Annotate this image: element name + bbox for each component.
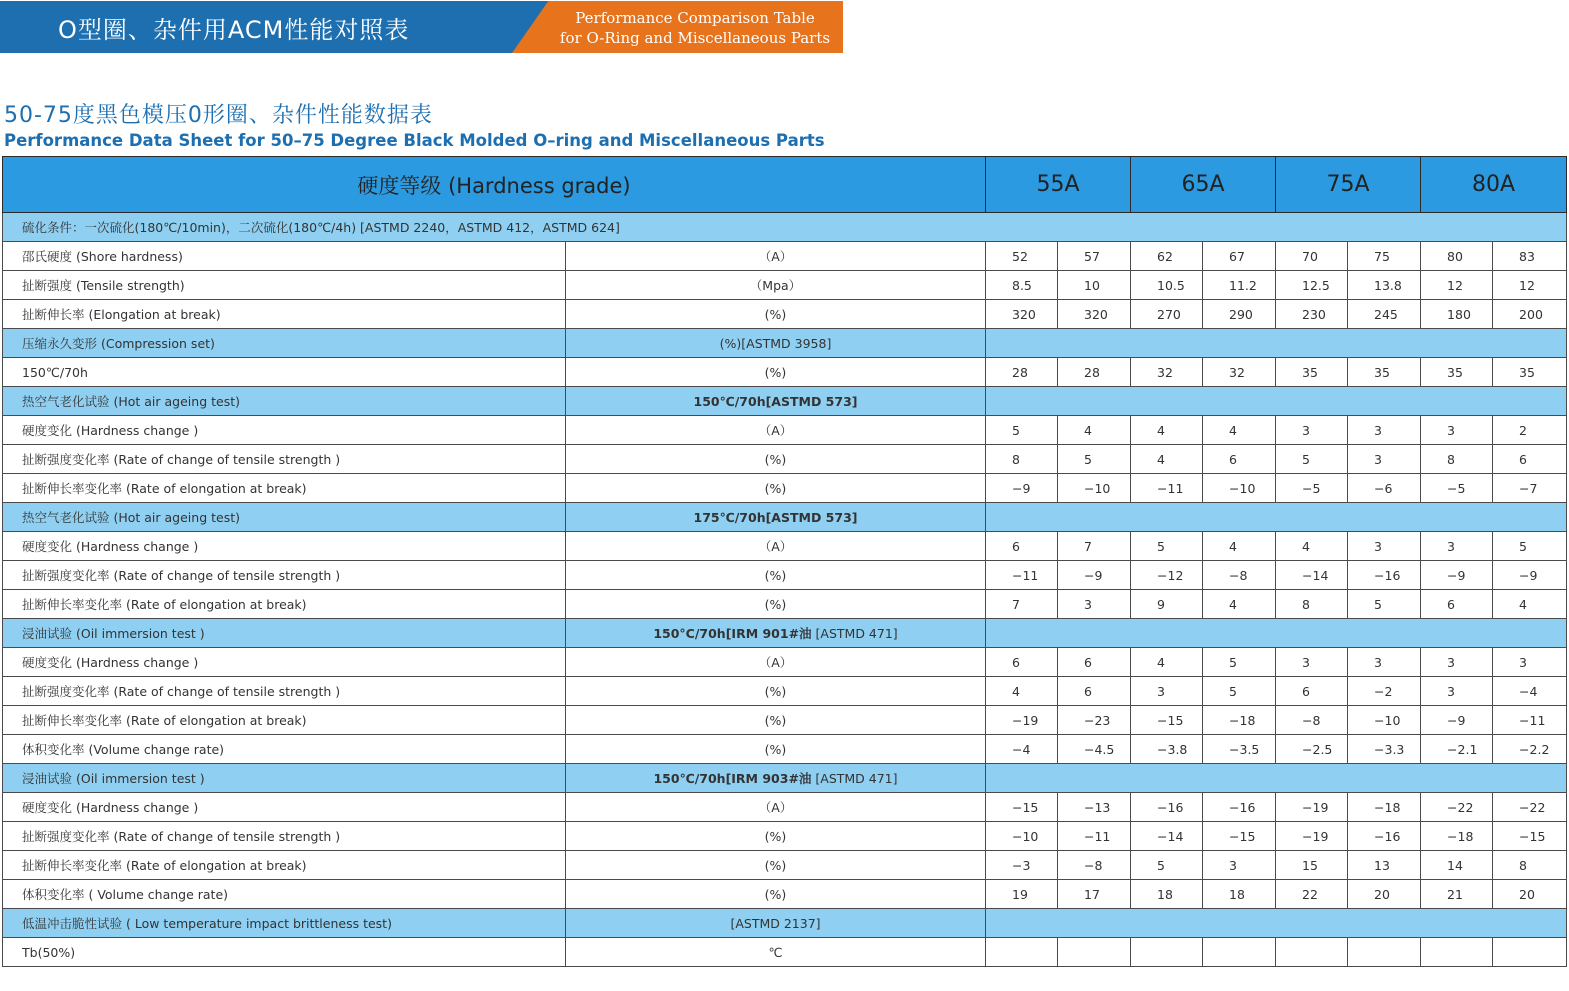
value-cell: −16 (1348, 561, 1421, 590)
value-cell: −9 (1421, 561, 1493, 590)
value-cell: 4 (986, 677, 1058, 706)
hot-air-175-row (3, 561, 1567, 590)
shore-hardness-row (3, 242, 1567, 271)
oil-901-row (3, 735, 1567, 764)
value-cell: −8 (1203, 561, 1276, 590)
value-cell (1058, 938, 1131, 967)
section-condition: (%)[ASTMD 3958] (566, 329, 986, 358)
value-cell: −4 (1493, 677, 1567, 706)
value-cell: −3.8 (1131, 735, 1203, 764)
value-cell: 12 (1493, 271, 1567, 300)
row-unit: (%) (566, 590, 986, 619)
grade-55a: 55A (986, 157, 1131, 213)
value-cell: 320 (986, 300, 1058, 329)
row-label: 扯断伸长率 (Elongation at break) (3, 300, 566, 329)
value-cell: 12 (1421, 271, 1493, 300)
section-label: 浸油试验 (Oil immersion test ) (3, 619, 566, 648)
value-cell: 3 (1276, 648, 1348, 677)
value-cell: −3.5 (1203, 735, 1276, 764)
row-label: 体积变化率 (Volume change rate) (3, 735, 566, 764)
value-cell: 4 (1131, 445, 1203, 474)
row-label: 扯断伸长率变化率 (Rate of elongation at break) (3, 474, 566, 503)
value-cell: −14 (1131, 822, 1203, 851)
value-cell: −19 (1276, 793, 1348, 822)
compression-set-row (3, 358, 1567, 387)
header-banner (0, 0, 1569, 60)
value-cell: 180 (1421, 300, 1493, 329)
oil-903-row (3, 880, 1567, 909)
value-cell: −9 (1421, 706, 1493, 735)
value-cell: 18 (1203, 880, 1276, 909)
value-cell: −4.5 (1058, 735, 1131, 764)
section-blank (986, 503, 1567, 532)
value-cell: 3 (1131, 677, 1203, 706)
row-label: 硬度变化 (Hardness change ) (3, 532, 566, 561)
value-cell: 8 (1493, 851, 1567, 880)
row-label: 扯断强度变化率 (Rate of change of tensile strength ) (3, 561, 566, 590)
value-cell: −16 (1348, 822, 1421, 851)
hot-air-175-row (3, 590, 1567, 619)
value-cell: −16 (1203, 793, 1276, 822)
value-cell: 6 (986, 648, 1058, 677)
row-label: 扯断强度变化率 (Rate of change of tensile strength ) (3, 822, 566, 851)
value-cell: 70 (1276, 242, 1348, 271)
value-cell: 245 (1348, 300, 1421, 329)
section-condition: 175℃/70h[ASTMD 573] (566, 503, 986, 532)
condition-main: 150℃/70h[IRM 903#油 (653, 771, 812, 786)
value-cell: −18 (1203, 706, 1276, 735)
value-cell: 57 (1058, 242, 1131, 271)
value-cell: −15 (1493, 822, 1567, 851)
row-unit: （A） (566, 416, 986, 445)
value-cell: 21 (1421, 880, 1493, 909)
vulcanization-row (3, 213, 1567, 242)
oil-901-section (3, 619, 1567, 648)
section-label: 热空气老化试验 (Hot air ageing test) (3, 387, 566, 416)
value-cell: 3 (1348, 445, 1421, 474)
row-unit: （A） (566, 793, 986, 822)
oil-903-row (3, 822, 1567, 851)
row-unit: (%) (566, 474, 986, 503)
value-cell: −10 (1058, 474, 1131, 503)
row-unit: (%) (566, 880, 986, 909)
value-cell: 11.2 (1203, 271, 1276, 300)
value-cell: −2.5 (1276, 735, 1348, 764)
row-unit: (%) (566, 735, 986, 764)
value-cell: 9 (1131, 590, 1203, 619)
table-body (3, 157, 1567, 967)
condition-standard: [ASTMD 471] (811, 626, 898, 641)
section-blank (986, 619, 1567, 648)
value-cell: 290 (1203, 300, 1276, 329)
oil-903-section (3, 764, 1567, 793)
value-cell: 4 (1058, 416, 1131, 445)
value-cell: 5 (1203, 648, 1276, 677)
row-label: 150℃/70h (3, 358, 566, 387)
value-cell: −2.2 (1493, 735, 1567, 764)
value-cell: 75 (1348, 242, 1421, 271)
value-cell: −15 (1131, 706, 1203, 735)
value-cell (1493, 938, 1567, 967)
row-unit: (%) (566, 300, 986, 329)
value-cell: 8 (1421, 445, 1493, 474)
section-blank (986, 387, 1567, 416)
hot-air-150-row (3, 474, 1567, 503)
english-title (535, 8, 855, 48)
value-cell: −9 (1058, 561, 1131, 590)
section-label: 热空气老化试验 (Hot air ageing test) (3, 503, 566, 532)
vulcanization-conditions: 硫化条件：一次硫化(180℃/10min)，二次硫化(180℃/4h) [ASTMD 2240，ASTMD 412，ASTMD 624] (3, 213, 1567, 242)
section-title-cn: 50-75度黑色模压0形圈、杂件性能数据表 (4, 103, 433, 128)
value-cell: −9 (986, 474, 1058, 503)
value-cell: 5 (1348, 590, 1421, 619)
section-condition: 150℃/70h[ASTMD 573] (566, 387, 986, 416)
value-cell: 8 (986, 445, 1058, 474)
value-cell: 6 (1203, 445, 1276, 474)
value-cell: −22 (1421, 793, 1493, 822)
value-cell: 5 (1131, 532, 1203, 561)
value-cell: 35 (1348, 358, 1421, 387)
value-cell: 3 (1203, 851, 1276, 880)
value-cell: −11 (1493, 706, 1567, 735)
value-cell: 15 (1276, 851, 1348, 880)
row-label: 硬度变化 (Hardness change ) (3, 793, 566, 822)
value-cell (1203, 938, 1276, 967)
section-blank (986, 329, 1567, 358)
value-cell: 5 (1131, 851, 1203, 880)
value-cell: −15 (986, 793, 1058, 822)
row-label: 扯断伸长率变化率 (Rate of elongation at break) (3, 706, 566, 735)
value-cell: 5 (1493, 532, 1567, 561)
value-cell: 62 (1131, 242, 1203, 271)
value-cell: 4 (1203, 416, 1276, 445)
value-cell: 4 (1203, 590, 1276, 619)
row-label: 硬度变化 (Hardness change ) (3, 416, 566, 445)
row-unit: (%) (566, 445, 986, 474)
page-title: O型圈、杂件用ACM性能对照表 (58, 16, 410, 44)
value-cell: −10 (1203, 474, 1276, 503)
value-cell: 35 (1493, 358, 1567, 387)
value-cell: 17 (1058, 880, 1131, 909)
value-cell: −15 (1203, 822, 1276, 851)
value-cell: −11 (1131, 474, 1203, 503)
value-cell: 19 (986, 880, 1058, 909)
value-cell: 13 (1348, 851, 1421, 880)
value-cell: 14 (1421, 851, 1493, 880)
hot-air-150-row (3, 416, 1567, 445)
row-unit: (%) (566, 706, 986, 735)
value-cell: −9 (1493, 561, 1567, 590)
value-cell: 35 (1276, 358, 1348, 387)
value-cell: 10 (1058, 271, 1131, 300)
oil-901-row (3, 677, 1567, 706)
value-cell: −19 (986, 706, 1058, 735)
english-title-line1: Performance Comparison Table (575, 9, 815, 27)
row-unit: （Mpa） (566, 271, 986, 300)
row-unit: （A） (566, 242, 986, 271)
section-label: 压缩永久变形 (Compression set) (3, 329, 566, 358)
row-unit: (%) (566, 677, 986, 706)
row-label: 扯断伸长率变化率 (Rate of elongation at break) (3, 590, 566, 619)
value-cell: 5 (1276, 445, 1348, 474)
value-cell: 8 (1276, 590, 1348, 619)
value-cell: 83 (1493, 242, 1567, 271)
value-cell: −5 (1421, 474, 1493, 503)
value-cell: −8 (1058, 851, 1131, 880)
section-condition (566, 619, 986, 648)
value-cell: 3 (1058, 590, 1131, 619)
value-cell: −3.3 (1348, 735, 1421, 764)
value-cell: 4 (1493, 590, 1567, 619)
value-cell: 12.5 (1276, 271, 1348, 300)
value-cell: −11 (1058, 822, 1131, 851)
oil-903-row (3, 793, 1567, 822)
hot-air-175-section (3, 503, 1567, 532)
value-cell: −2.1 (1421, 735, 1493, 764)
tensile-strength-row (3, 271, 1567, 300)
hot-air-175-row (3, 532, 1567, 561)
value-cell: −13 (1058, 793, 1131, 822)
value-cell: 52 (986, 242, 1058, 271)
value-cell: −2 (1348, 677, 1421, 706)
value-cell: 4 (1131, 416, 1203, 445)
value-cell (1348, 938, 1421, 967)
row-unit: (%) (566, 561, 986, 590)
value-cell: 3 (1348, 532, 1421, 561)
value-cell: −22 (1493, 793, 1567, 822)
value-cell (1131, 938, 1203, 967)
section-condition (566, 764, 986, 793)
condition-standard: [ASTMD 471] (811, 771, 898, 786)
hot-air-150-section (3, 387, 1567, 416)
value-cell: −16 (1131, 793, 1203, 822)
value-cell: 3 (1276, 416, 1348, 445)
value-cell: 80 (1421, 242, 1493, 271)
value-cell: 3 (1493, 648, 1567, 677)
condition-main: 150°C/70h[IRM 901#油 (653, 626, 812, 641)
value-cell: 3 (1421, 677, 1493, 706)
value-cell: 3 (1421, 416, 1493, 445)
oil-901-row (3, 706, 1567, 735)
hardness-grade-header: 硬度等级 (Hardness grade) (3, 157, 986, 213)
grade-80a: 80A (1421, 157, 1567, 213)
hot-air-150-row (3, 445, 1567, 474)
row-label: 硬度变化 (Hardness change ) (3, 648, 566, 677)
row-label: 体积变化率 ( Volume change rate) (3, 880, 566, 909)
value-cell: 18 (1131, 880, 1203, 909)
value-cell: 200 (1493, 300, 1567, 329)
value-cell: −5 (1276, 474, 1348, 503)
value-cell: −10 (1348, 706, 1421, 735)
value-cell: −12 (1131, 561, 1203, 590)
value-cell: 6 (986, 532, 1058, 561)
row-label: 扯断强度变化率 (Rate of change of tensile strength ) (3, 677, 566, 706)
section-title-en: Performance Data Sheet for 50–75 Degree Black Molded O–ring and Miscellaneous Parts (4, 131, 825, 150)
low-temp-section (3, 909, 1567, 938)
value-cell: 4 (1276, 532, 1348, 561)
value-cell: 3 (1421, 532, 1493, 561)
value-cell: −4 (986, 735, 1058, 764)
oil-903-row (3, 851, 1567, 880)
value-cell (986, 938, 1058, 967)
value-cell: 20 (1348, 880, 1421, 909)
value-cell: −10 (986, 822, 1058, 851)
compression-set-section (3, 329, 1567, 358)
value-cell: 3 (1348, 416, 1421, 445)
tb50-row (3, 938, 1567, 967)
value-cell: 6 (1421, 590, 1493, 619)
row-unit: (%) (566, 822, 986, 851)
english-title-line2: for O-Ring and Miscellaneous Parts (559, 29, 831, 47)
value-cell: 32 (1131, 358, 1203, 387)
value-cell: 270 (1131, 300, 1203, 329)
section-blank (986, 909, 1567, 938)
value-cell: 32 (1203, 358, 1276, 387)
value-cell: 28 (986, 358, 1058, 387)
table-header-row (3, 157, 1567, 213)
row-label: 扯断强度 (Tensile strength) (3, 271, 566, 300)
row-label: 扯断伸长率变化率 (Rate of elongation at break) (3, 851, 566, 880)
value-cell: 4 (1131, 648, 1203, 677)
value-cell: 22 (1276, 880, 1348, 909)
value-cell: −3 (986, 851, 1058, 880)
row-unit: (%) (566, 358, 986, 387)
value-cell: 5 (1058, 445, 1131, 474)
oil-901-row (3, 648, 1567, 677)
value-cell: 10.5 (1131, 271, 1203, 300)
section-condition: [ASTMD 2137] (566, 909, 986, 938)
value-cell: 5 (1203, 677, 1276, 706)
value-cell: −18 (1348, 793, 1421, 822)
value-cell: 5 (986, 416, 1058, 445)
grade-75a: 75A (1276, 157, 1421, 213)
value-cell: 3 (1421, 648, 1493, 677)
value-cell: 4 (1203, 532, 1276, 561)
value-cell: 67 (1203, 242, 1276, 271)
performance-table (2, 156, 1567, 967)
value-cell: −6 (1348, 474, 1421, 503)
row-unit: (%) (566, 851, 986, 880)
section-label: 低温冲击脆性试验 ( Low temperature impact brittleness test) (3, 909, 566, 938)
value-cell: 6 (1276, 677, 1348, 706)
elongation-row (3, 300, 1567, 329)
value-cell: −23 (1058, 706, 1131, 735)
row-unit: （A） (566, 532, 986, 561)
value-cell: 13.8 (1348, 271, 1421, 300)
row-unit: ℃ (566, 938, 986, 967)
value-cell (1276, 938, 1348, 967)
value-cell: −11 (986, 561, 1058, 590)
value-cell: 8.5 (986, 271, 1058, 300)
value-cell: 7 (986, 590, 1058, 619)
value-cell: 6 (1058, 677, 1131, 706)
value-cell: −19 (1276, 822, 1348, 851)
value-cell: 7 (1058, 532, 1131, 561)
value-cell: 35 (1421, 358, 1493, 387)
value-cell: 28 (1058, 358, 1131, 387)
value-cell: 6 (1493, 445, 1567, 474)
value-cell: −14 (1276, 561, 1348, 590)
value-cell (1421, 938, 1493, 967)
value-cell: −18 (1421, 822, 1493, 851)
section-blank (986, 764, 1567, 793)
grade-65a: 65A (1131, 157, 1276, 213)
row-label: Tb(50%) (3, 938, 566, 967)
section-label: 浸油试验 (Oil immersion test ) (3, 764, 566, 793)
row-label: 扯断强度变化率 (Rate of change of tensile strength ) (3, 445, 566, 474)
row-unit: （A） (566, 648, 986, 677)
value-cell: 2 (1493, 416, 1567, 445)
value-cell: −8 (1276, 706, 1348, 735)
value-cell: −7 (1493, 474, 1567, 503)
row-label: 邵氏硬度 (Shore hardness) (3, 242, 566, 271)
value-cell: 20 (1493, 880, 1567, 909)
value-cell: 320 (1058, 300, 1131, 329)
value-cell: 3 (1348, 648, 1421, 677)
value-cell: 6 (1058, 648, 1131, 677)
value-cell: 230 (1276, 300, 1348, 329)
